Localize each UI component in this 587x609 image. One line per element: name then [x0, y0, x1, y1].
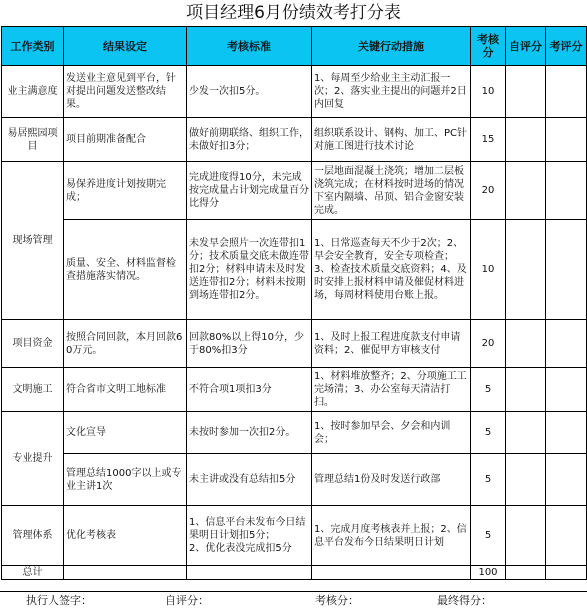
category-cell: 现场管理 [2, 162, 64, 320]
table-row [2, 118, 587, 162]
score-cell: 5 [471, 506, 506, 566]
total-row [2, 566, 587, 580]
review-score-cell[interactable] [546, 162, 587, 220]
category-cell: 业主满意度 [2, 66, 64, 118]
header-row [2, 27, 587, 66]
result-cell: 质量、安全、材料监督检查措施落实情况。 [64, 220, 187, 320]
total-self-score-cell[interactable] [506, 566, 546, 580]
table-row [2, 320, 587, 368]
action-cell: 1、及时上报工程进度款支付申请资料；2、催促甲方审核支付 [312, 320, 471, 368]
table-row [2, 454, 587, 506]
review-score-cell[interactable] [546, 220, 587, 320]
sheet-title: 项目经理6月份绩效考打分表 [186, 3, 401, 23]
standard-cell: 未发早会照片一次连带扣1分；技术质量交底未做连带扣2分；材料申请未及时发送连带扣2分；材料未按期到场连带扣2分。 [187, 220, 312, 320]
standard-cell: 回款80%以上得10分，少于80%扣3分 [187, 320, 312, 368]
review-score-cell[interactable] [546, 412, 587, 454]
total-score: 100 [471, 566, 506, 580]
table-row [2, 162, 587, 220]
result-cell: 管理总结1000字以上或专业主讲1次 [64, 454, 187, 506]
standard-cell: 不符合项1项扣3分 [187, 368, 312, 412]
result-cell: 文化宣导 [64, 412, 187, 454]
standard-cell: 1、信息平台未发布今日结果明日计划扣5分； 2、优化表没完成扣5分 [187, 506, 312, 566]
self-score-cell[interactable] [506, 368, 546, 412]
table-row [2, 66, 587, 118]
review-score-cell[interactable] [546, 66, 587, 118]
self-score-cell[interactable] [506, 506, 546, 566]
review-score-cell[interactable] [546, 506, 587, 566]
category-cell: 项目资金 [2, 320, 64, 368]
action-cell: 1、日常巡查每天不少于2次；2、早会安全教育，安全专项检查；3、检查技术质量交底资料；4、及时安排上报材料申请及催促材料进场，每周材料使用台账上报。 [312, 220, 471, 320]
header-review-score: 考评分 [546, 27, 587, 66]
table-row [2, 220, 587, 320]
signature-row [0, 591, 587, 609]
evaluation-table [1, 26, 587, 580]
header-action: 关键行动措施 [312, 27, 471, 66]
score-cell: 10 [471, 220, 506, 320]
score-cell: 5 [471, 454, 506, 506]
header-category: 工作类别 [2, 27, 64, 66]
category-cell: 易居熙园项目 [2, 118, 64, 162]
header-score: 考核分 [471, 27, 506, 66]
review-score-cell[interactable] [546, 320, 587, 368]
score-cell: 20 [471, 320, 506, 368]
review-score-cell[interactable] [546, 118, 587, 162]
review-score-cell[interactable] [546, 454, 587, 506]
self-score-cell[interactable] [506, 412, 546, 454]
self-score-cell[interactable] [506, 162, 546, 220]
standard-cell: 做好前期联络、组织工作，未做好扣3分； [187, 118, 312, 162]
score-cell: 5 [471, 368, 506, 412]
standard-cell: 完成进度得10分，未完成按完成量占计划完成量百分比得分 [187, 162, 312, 220]
total-label: 总计 [2, 566, 64, 580]
header-result: 结果设定 [64, 27, 187, 66]
action-cell: 1、材料堆放整齐；2、分项施工工完场清；3、办公室每天清洁打扫。 [312, 368, 471, 412]
result-cell: 按照合同回款，本月回款60万元。 [64, 320, 187, 368]
standard-cell: 未按时参加一次扣2分。 [187, 412, 312, 454]
result-cell: 易保养进度计划按期完成； [64, 162, 187, 220]
action-cell: 1、按时参加早会、夕会和内训会； [312, 412, 471, 454]
score-cell: 5 [471, 412, 506, 454]
action-cell: 管理总结1份及时发送行政部 [312, 454, 471, 506]
score-cell: 10 [471, 66, 506, 118]
action-cell: 组织联系设计、钢构、加工、PC针对施工图进行技术讨论 [312, 118, 471, 162]
standard-cell: 未主讲或没有总结扣5分 [187, 454, 312, 506]
score-cell: 20 [471, 162, 506, 220]
category-cell: 专业提升 [2, 412, 64, 506]
header-standard: 考核标准 [187, 27, 312, 66]
self-score-cell[interactable] [506, 220, 546, 320]
total-review-score-cell[interactable] [546, 566, 587, 580]
self-score-cell[interactable] [506, 454, 546, 506]
action-cell: 一层地面混凝土浇筑；增加二层板浇筑完成；在材料按时进场的情况下室内隔墙、吊顶、铝合金窗安装完成。 [312, 162, 471, 220]
table-row [2, 412, 587, 454]
result-cell: 符合省市文明工地标准 [64, 368, 187, 412]
result-cell: 优化考核表 [64, 506, 187, 566]
category-cell: 管理体系 [2, 506, 64, 566]
category-cell: 文明施工 [2, 368, 64, 412]
review-score-label: 考核分： [315, 594, 359, 607]
executor-signature-label: 执行人签字： [26, 594, 92, 607]
table-row [2, 368, 587, 412]
review-score-cell[interactable] [546, 368, 587, 412]
self-score-cell[interactable] [506, 320, 546, 368]
result-cell: 发送业主意见到平台，针对提出问题发送整改结果。 [64, 66, 187, 118]
header-self-score: 自评分 [506, 27, 546, 66]
final-score-label: 最终得分： [437, 594, 492, 607]
action-cell: 1、完成月度考核表并上报；2、信息平台发布今日结果明日计划 [312, 506, 471, 566]
standard-cell: 少发一次扣5分。 [187, 66, 312, 118]
score-cell: 15 [471, 118, 506, 162]
result-cell: 项目前期准备配合 [64, 118, 187, 162]
self-score-cell[interactable] [506, 118, 546, 162]
table-row [2, 506, 587, 566]
self-score-label: 自评分： [165, 594, 209, 607]
self-score-cell[interactable] [506, 66, 546, 118]
action-cell: 1、每周至少给业主主动汇报一次；2、落实业主提出的问题并2日内回复 [312, 66, 471, 118]
